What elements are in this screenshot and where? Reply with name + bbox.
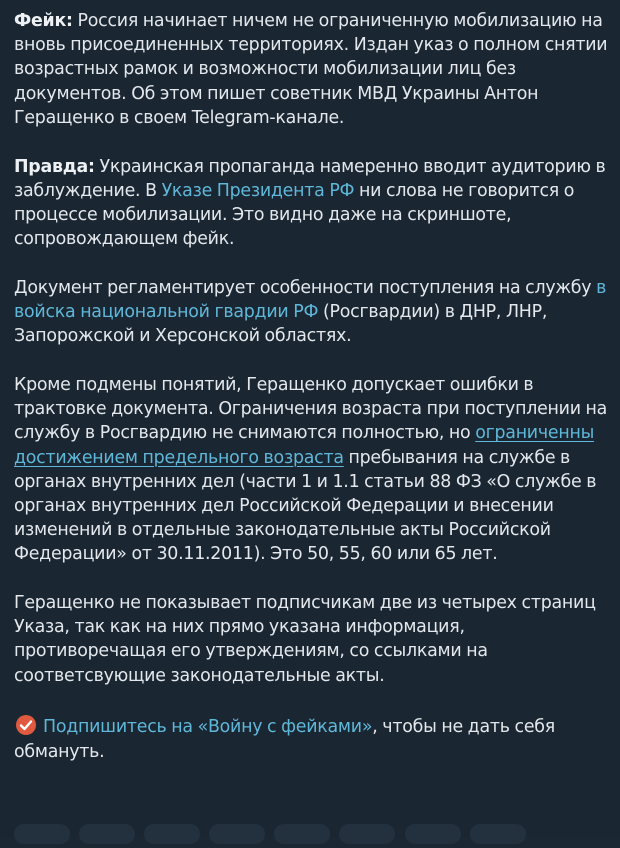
errors-text-a: Кроме подмены понятий, Геращенко допускает ошибки в трактовке документа. Ограничения возраста при поступлении на службу в Росгвардию не снимаются полностью, но <box>14 374 608 444</box>
national-guard-link[interactable]: в войска национальной гвардии РФ <box>14 277 607 323</box>
reaction-button[interactable] <box>405 824 461 844</box>
pages-text: Геращенко не показывает подписчикам две из четырех страниц Указа, так как на них прямо указана информация, противоречащая его утверждениям, со ссылками на соответсвующие законодательные акты. <box>14 593 596 686</box>
truth-paragraph <box>14 155 620 252</box>
pages-paragraph <box>14 591 620 688</box>
reaction-button[interactable] <box>14 824 70 844</box>
check-mark-icon <box>16 715 36 735</box>
reaction-button[interactable] <box>209 824 265 844</box>
reactions-bar <box>14 824 614 837</box>
errors-text-b: пребывания на службе в органах внутренних дел (части 1 и 1.1 статьи 88 ФЗ «О службе в органах внутренних дел Российской Федерации и внесении изменений в отдельные законодательные акты Российской Федерации» от 30.11.2011). Это 50, 55, 60 или 65 лет. <box>14 447 597 565</box>
decree-link[interactable]: Указе Президента РФ <box>161 180 355 201</box>
age-limit-link[interactable]: ограниченны достижением предельного возраста <box>14 423 595 468</box>
document-paragraph <box>14 276 620 349</box>
reaction-button[interactable] <box>339 824 395 844</box>
fake-text: Россия начинает ничем не ограниченную мобилизацию на вновь присоединенных территориях. Издан указ о полном снятии возрастных рамок и возможности мобилизации лиц без документов. Об этом пишет советник МВД Украины Антон Геращенко в своем Telegram-канале. <box>14 11 608 128</box>
fake-label: Фейк: <box>14 11 73 31</box>
truth-label: Правда: <box>14 156 95 177</box>
reaction-button[interactable] <box>144 824 200 844</box>
subscribe-paragraph <box>14 712 620 763</box>
document-text-b: (Росгвардии) в ДНР, ЛНР, Запорожской и Херсонской областях. <box>14 302 548 347</box>
errors-paragraph <box>14 373 620 567</box>
subscribe-link[interactable]: Подпишитесь на «Войну с фейками» <box>43 717 373 738</box>
document-text-a: Документ регламентирует особенности поступления на службу <box>14 277 597 298</box>
reaction-button[interactable] <box>79 824 135 844</box>
reaction-button[interactable] <box>274 824 330 844</box>
truth-text-b: ни слова не говорится о процессе мобилизации. Это видно даже на скриншоте, сопровождающем фейк. <box>14 180 575 250</box>
fake-paragraph <box>14 9 620 130</box>
truth-text-a: Украинская пропаганда намеренно вводит аудиторию в заблуждение. В <box>14 156 606 201</box>
reaction-button[interactable] <box>470 824 526 844</box>
subscribe-text: , чтобы не дать себя обмануть. <box>14 717 555 762</box>
